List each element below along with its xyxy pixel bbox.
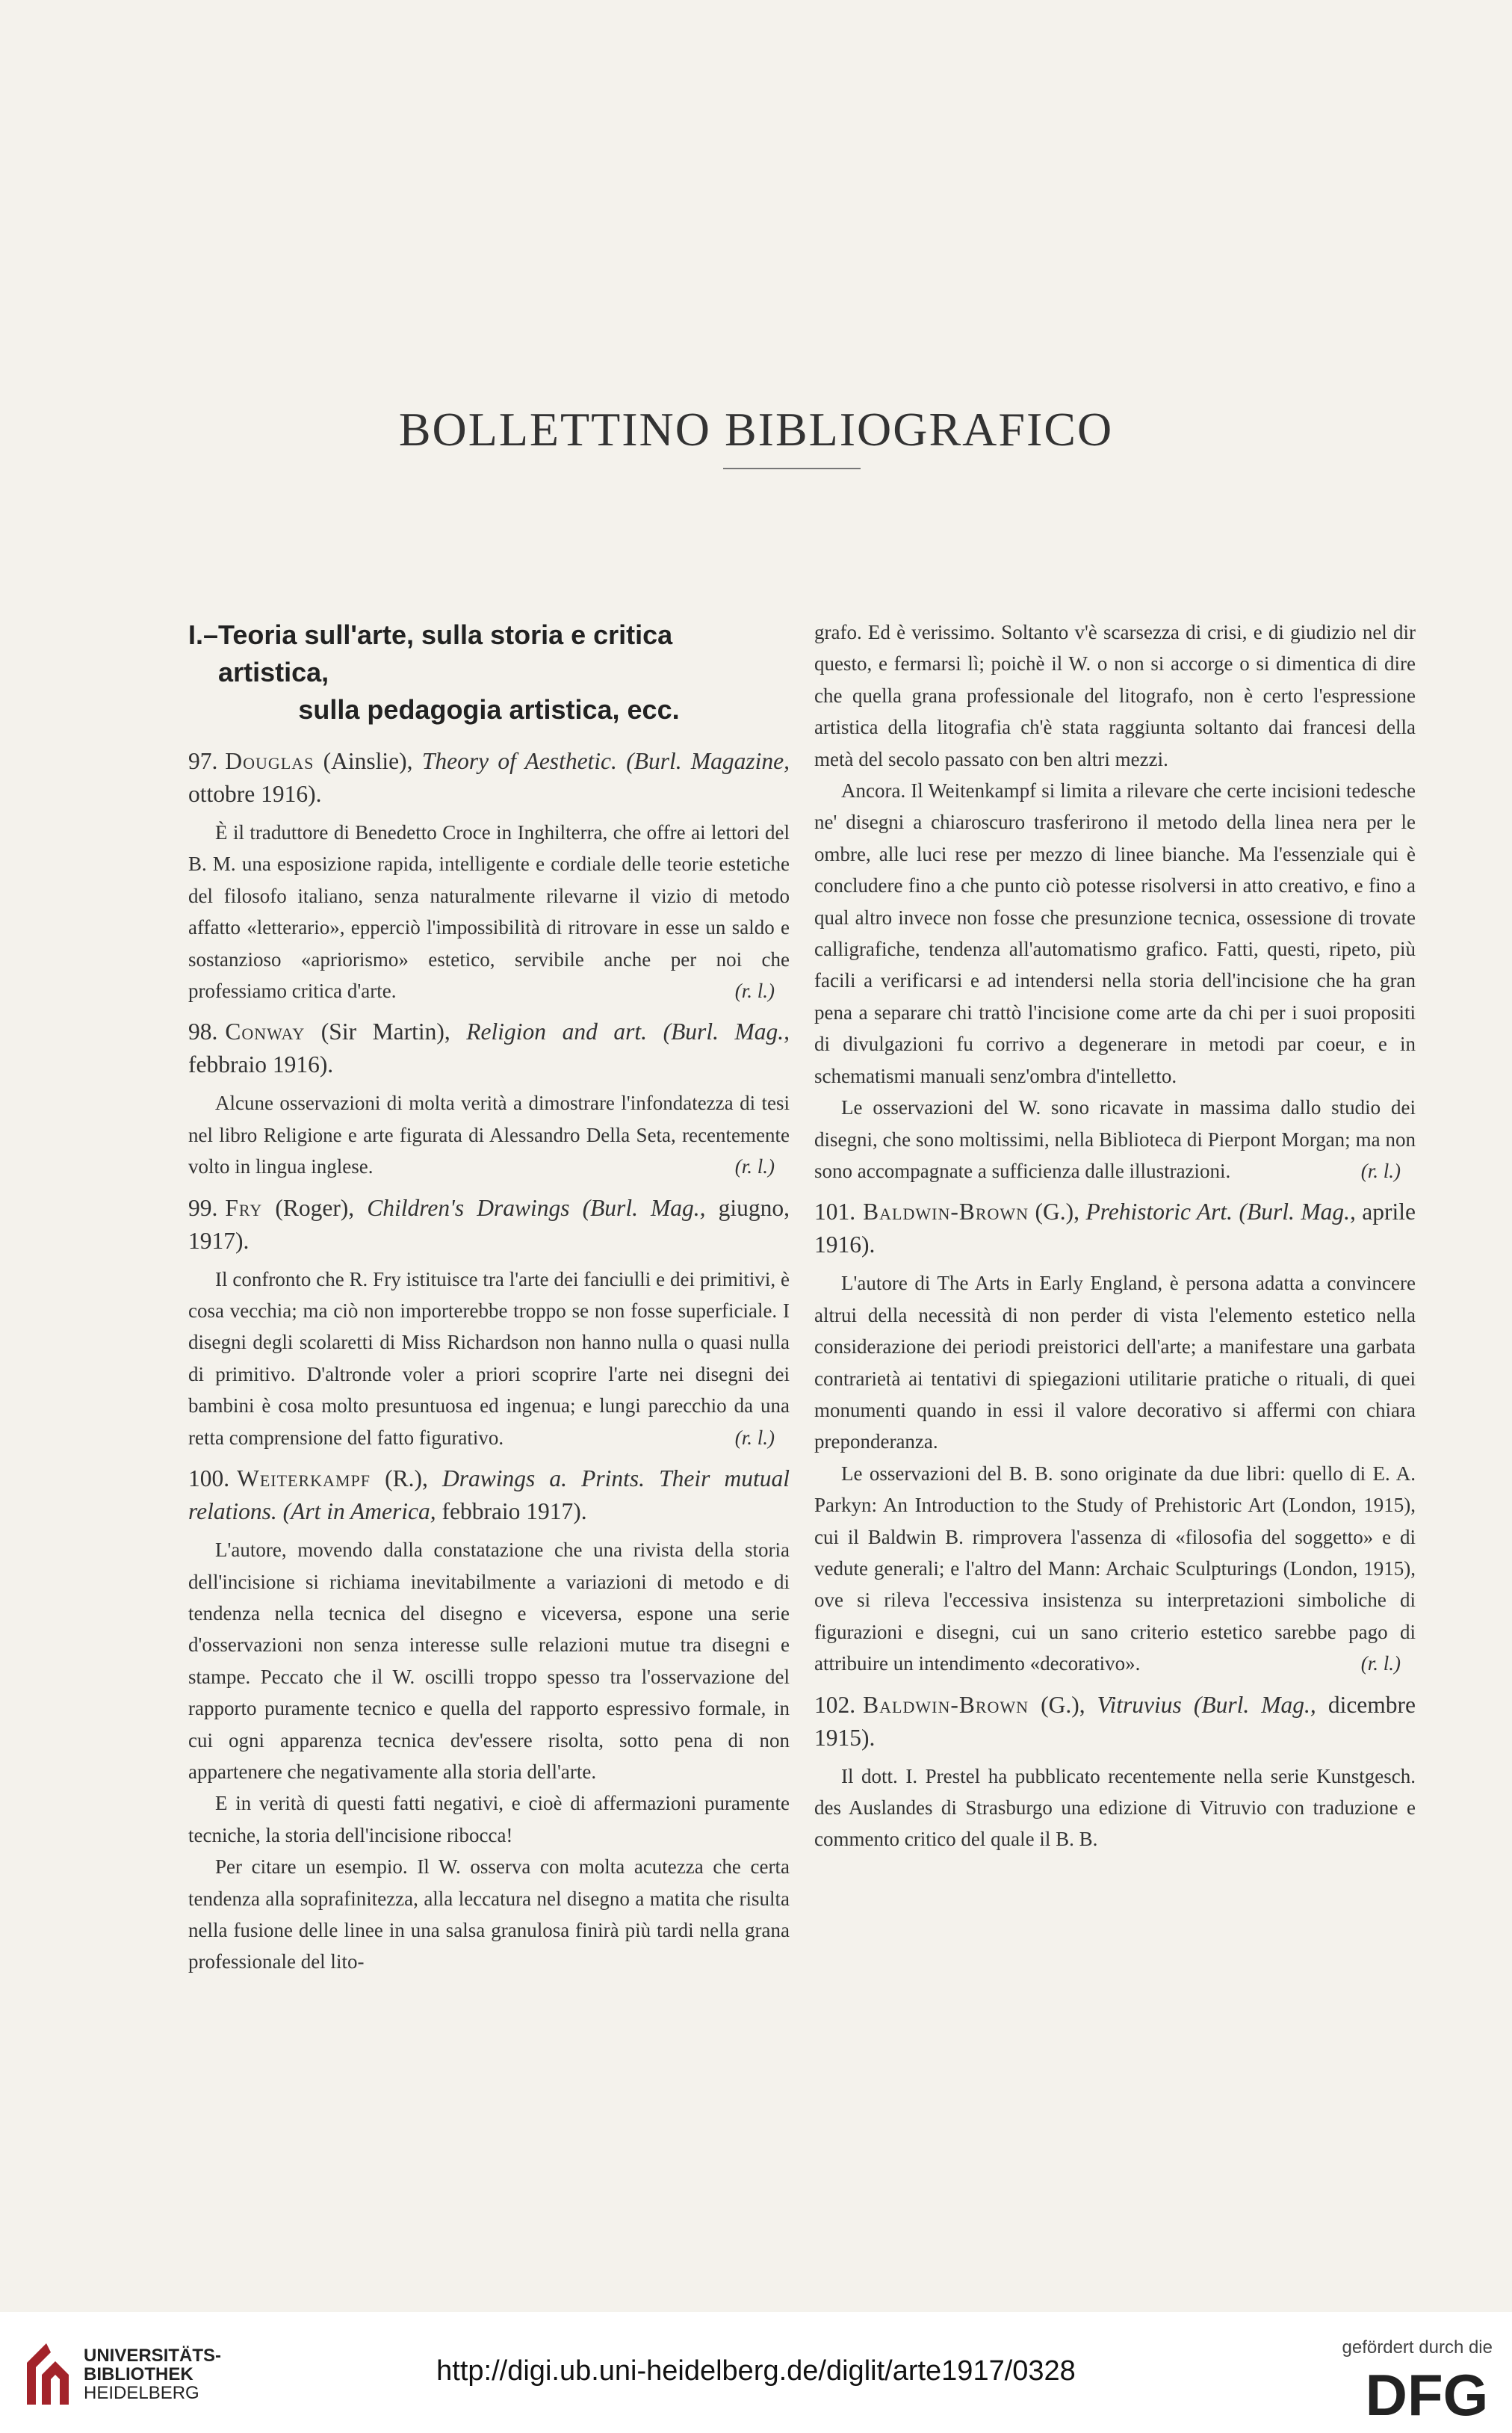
entry-title: Drawings a. Prints. Their mutual relations. xyxy=(188,1465,790,1525)
signature: (r. l.) xyxy=(1360,1652,1401,1675)
entry-98: 98. Conway (Sir Martin), Religion and art. (Burl. Mag., febbraio 1916). xyxy=(188,1018,790,1078)
dfg-logo-icon xyxy=(1361,2363,1493,2423)
review-100-p3: Per citare un esempio. Il W. osserva con molta acutezza che certa tendenza alla soprafinitezza, alla leccatura nel disegno a matita che risulta nella fusione delle linee in una salsa granulosa finirà più tardi nella grana professionale del lito- xyxy=(188,1855,790,1973)
entry-100: 100. Weiterkampf (R.), Drawings a. Prints. Their mutual relations. (Art in America, febbraio 1917). xyxy=(188,1465,790,1525)
entry-author: Baldwin-Brown xyxy=(863,1199,1029,1225)
review-101-p1: L'autore di The Arts in Early England, è persona adatta a convincere altrui della necessità di non perder di vista l'elemento estetico nella considerazione dei periodi preistorici dell'arte; a manifestare una garbata contrarietà ai tentativi di spiegazioni utilitarie pratiche o rituali, di quei monumenti quando in essi il valore decorativo si affermi con chiara preponderanza. xyxy=(814,1272,1416,1453)
library-name: UNIVERSITÄTS- BIBLIOTHEK HEIDELBERG xyxy=(84,2346,222,2403)
entry-title: Prehistoric Art. xyxy=(1085,1199,1233,1225)
entry-102: 102. Baldwin-Brown (G.), Vitruvius (Burl. Mag., dicembre 1915). xyxy=(814,1691,1416,1751)
review-102: Il dott. I. Prestel ha pubblicato recentemente nella serie Kunstgesch. des Auslandes di Strasburgo una edizione di Vitruvio con traduzione e commento critico del quale il B. B. xyxy=(814,1764,1416,1851)
review-99: Il confronto che R. Fry istituisce tra l'arte dei fanciulli e dei primitivi, è cosa vecchia; ma ciò non importerebbe troppo se non fosse superficiale. I disegni degli scolaretti di Miss Richardson non hanno nulla o quasi nulla di primitivo. D'altronde voler a priori scoprire l'arte nei disegni dei bambini è cosa molto presuntuosa ed ingenua; e lungi parecchio da una retta comprensione del fatto figurativo. (r. l.) xyxy=(188,1264,790,1453)
review-100-p5: Le osservazioni del W. sono ricavate in massima dallo studio dei disegni, che sono moltissimi, nella Biblioteca di Pierpont Morgan; ma non sono accompagnate a sufficienza dalle illustrazioni. (r. l.) xyxy=(814,1092,1416,1187)
entry-97: 97. Douglas (Ainslie), Theory of Aesthetic. (Burl. Magazine, ottobre 1916). xyxy=(188,748,790,807)
section-dash: – xyxy=(203,619,219,650)
review-98: Alcune osservazioni di molta verità a dimostrare l'infondatezza di tesi nel libro Religione e arte figurata di Alessandro Della Seta, recentemente volto in lingua inglese. (r. l.) xyxy=(188,1087,790,1182)
title-rule xyxy=(723,468,861,469)
funding-label: gefördert durch die xyxy=(1342,2337,1493,2358)
left-column xyxy=(188,616,790,1978)
review-100-p1: L'autore, movendo dalla constatazione che una rivista della storia dell'incisione si richiama inevitabilmente a variazioni di metodo e di tendenza nella tecnica del disegno e viceversa, espone una serie d'osservazioni non senza interesse sulle relazioni mutue tra disegni e stampe. Peccato che il W. oscilli troppo spesso tra l'osservazione del rapporto puramente tecnico e quella del rapporto espressivo formale, in cui ogni apparenza tecnica dev'essere risolta, sotto pena di non appartenere che negativamente alla storia dell'arte. xyxy=(188,1539,790,1783)
section-heading xyxy=(188,616,790,729)
entry-101: 101. Baldwin-Brown (G.), Prehistoric Art. (Burl. Mag., aprile 1916). xyxy=(814,1199,1416,1258)
entry-author: Conway xyxy=(225,1018,306,1045)
permalink-url[interactable]: http://digi.ub.uni-heidelberg.de/diglit/arte1917/0328 xyxy=(436,2355,1076,2387)
right-column xyxy=(814,616,1416,1855)
review-100-p4: Ancora. Il Weitenkampf si limita a rilevare che certe incisioni tedesche ne' disegni a chiaroscuro trasferirono il metodo della linea nera per le ombre, alle luci rese per mezzo di linee bianche. Ma l'essenziale qui è concludere fino a che punto ciò potesse risolversi in atto creativo, e fino a qual altro invece non fosse che presunzione tecnica, ossessione di trovate calligrafiche, tendenza all'automatismo grafico. Fatti, questi, ripeto, più facili a verificarsi e ad intendersi nella storia dell'incisione che ha gran pena a separare chi trattò l'incisione come arte da chi per i suoi propositi di divulgazioni fu corrivo a degenerare in metodi par coeur, e in schematismi manuali senz'ombra d'intelletto. xyxy=(814,779,1416,1087)
entry-title: Vitruvius xyxy=(1097,1691,1182,1718)
entry-title: Theory of Aesthetic. xyxy=(421,748,617,774)
entry-title: Religion and art. xyxy=(466,1018,648,1045)
entry-99: 99. Fry (Roger), Children's Drawings (Burl. Mag., giugno, 1917). xyxy=(188,1194,790,1254)
entry-author: Fry xyxy=(225,1194,263,1221)
signature: (r. l.) xyxy=(1360,1159,1401,1182)
svg-text:DFG: DFG xyxy=(1365,2363,1489,2423)
signature: (r. l.) xyxy=(734,1155,775,1178)
page-title: BOLLETTINO BIBLIOGRAFICO xyxy=(398,402,1114,456)
signature: (r. l.) xyxy=(734,1426,775,1449)
review-101-p2: Le osservazioni del B. B. sono originate da due libri: quello di E. A. Parkyn: An Introduction to the Study of Prehistoric Art (London, 1915), cui il Baldwin B. rimprovera l'assenza di «filosofia del soggetto» e di vedute generali; e l'altro del Mann: Archaic Sculpturings (London, 1915), ove si rileva l'eccessiva insistenza su interpretazioni simboliche di figurazioni e disegni, cui un sano criterio estetico sarebbe pago di attribuire un intendimento «decorativo». (r. l.) xyxy=(814,1458,1416,1680)
entry-author: Douglas xyxy=(225,748,315,774)
footer-bar xyxy=(0,2312,1512,2433)
entry-title: Children's Drawings xyxy=(367,1194,570,1221)
section-number: I. xyxy=(188,619,204,650)
review-100-continued: grafo. Ed è verissimo. Soltanto v'è scarsezza di crisi, e di giudizio nel dir questo, e fermarsi lì; poichè il W. o non si accorge o si dimentica di dire che quella grana professionale del litografo, non è certo l'espressione artistica della litografia ch'è stata raggiunta soltanto dai francesi della metà del secolo passato con ben altri mezzi. xyxy=(814,621,1416,770)
signature: (r. l.) xyxy=(734,980,775,1003)
review-100-p2: E in verità di questi fatti negativi, e cioè di affermazioni puramente tecniche, la storia dell'incisione ribocca! xyxy=(188,1792,790,1846)
section-title-line1: Teoria sull'arte, sulla storia e critica artistica, xyxy=(218,619,673,687)
review-97: È il traduttore di Benedetto Croce in Inghilterra, che offre ai lettori del B. M. una esposizione rapida, intelligente e cordiale delle teorie estetiche del filosofo italiano, senza naturalmente rilevarne il vizio di metodo affatto «letterario», epperciò l'impossibilità di ritrovare in esse un saldo e sostanzioso «apriorismo» estetico, servibile anche per noi che professiamo critica d'arte. (r. l.) xyxy=(188,817,790,1007)
entry-author: Weiterkampf xyxy=(237,1465,371,1492)
entry-author: Baldwin-Brown xyxy=(863,1691,1029,1718)
section-title-line2: sulla pedagogia artistica, ecc. xyxy=(298,694,680,725)
